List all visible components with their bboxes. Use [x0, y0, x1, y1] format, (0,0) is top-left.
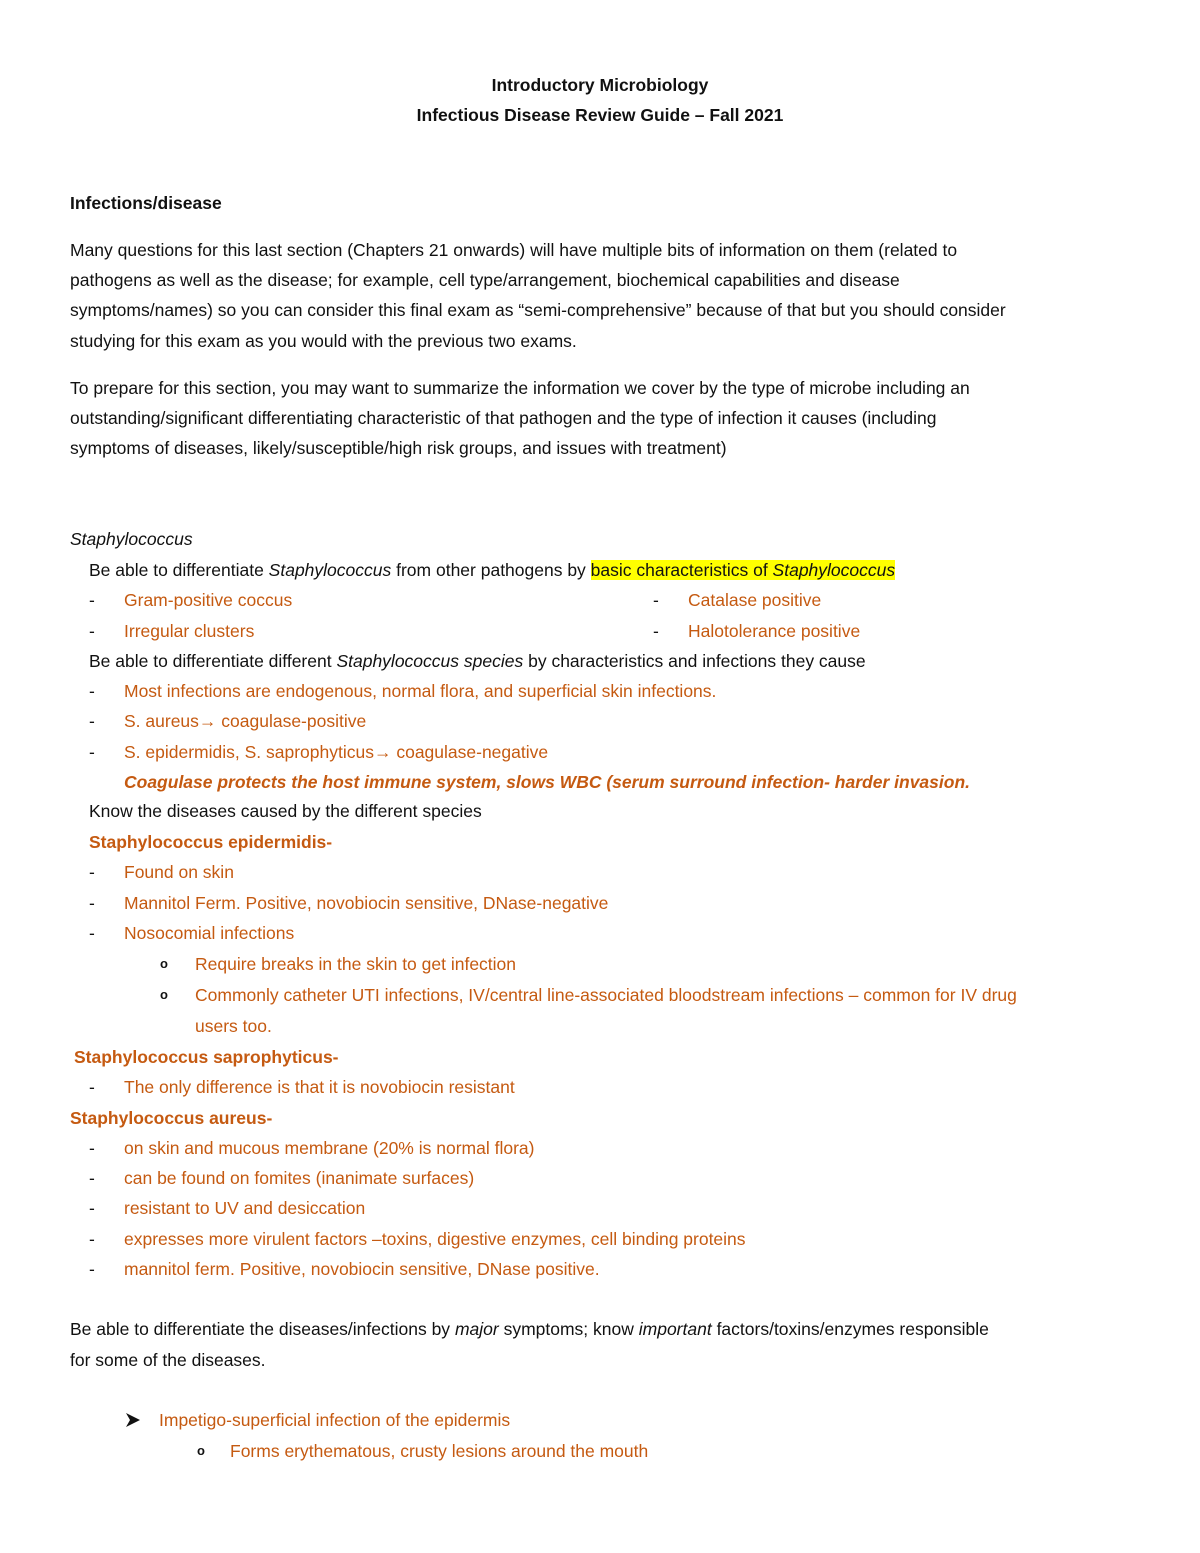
bullet-dash: -	[89, 893, 95, 913]
epidermidis-item-2: Mannitol Ferm. Positive, novobiocin sensitive, DNase-negative	[124, 893, 609, 913]
section-heading-infections: Infections/disease	[70, 193, 222, 213]
bullet-dash: -	[89, 590, 95, 610]
impetigo-title: Impetigo-superficial infection of the epidermis	[159, 1410, 511, 1430]
know-diseases-line: Know the diseases caused by the different species	[89, 801, 482, 821]
epidermidis-sub-2-line2: users too.	[195, 1016, 272, 1036]
bullet-dash: -	[89, 1168, 95, 1188]
impetigo-sub-1: Forms erythematous, crusty lesions around the mouth	[230, 1441, 649, 1461]
differentiate-diseases-line2: for some of the diseases.	[70, 1350, 266, 1370]
arrow-bullet-shape	[126, 1413, 140, 1427]
differentiate-line-1: Be able to differentiate Staphylococcus from other pathogens by basic characteristics of Staphylococcus	[89, 560, 896, 580]
bullet-dash: -	[89, 742, 95, 762]
intro-para1-line2: pathogens as well as the disease; for example, cell type/arrangement, biochemical capabilities and disease	[70, 270, 900, 290]
bullet-dash: -	[653, 621, 659, 641]
circle-bullet: o	[160, 987, 168, 1002]
basic-char-halotolerance: Halotolerance positive	[688, 621, 861, 641]
circle-bullet: o	[160, 956, 168, 971]
intro-para1-line1: Many questions for this last section (Chapters 21 onwards) will have multiple bits of information on them (related to	[70, 240, 958, 260]
heading-s-aureus: Staphylococcus aureus-	[70, 1108, 273, 1128]
bullet-dash: -	[89, 1259, 95, 1279]
document-subtitle: Infectious Disease Review Guide – Fall 2021	[416, 105, 784, 125]
epidermidis-sub-2-line1: Commonly catheter UTI infections, IV/central line-associated bloodstream infections – common for IV drug	[195, 985, 1017, 1005]
basic-char-gram-positive: Gram-positive coccus	[124, 590, 293, 610]
species-note-2: S. aureus→ coagulase-positive	[124, 711, 367, 731]
aureus-item-1: on skin and mucous membrane (20% is normal flora)	[124, 1138, 535, 1158]
heading-s-epidermidis: Staphylococcus epidermidis-	[89, 832, 333, 852]
epidermidis-sub-1: Require breaks in the skin to get infection	[195, 954, 517, 974]
bullet-dash: -	[89, 681, 95, 701]
species-note-1: Most infections are endogenous, normal flora, and superficial skin infections.	[124, 681, 717, 701]
intro-para1-line3: symptoms/names) so you can consider this final exam as “semi-comprehensive” because of that but you should consider	[70, 300, 1006, 320]
epidermidis-item-3: Nosocomial infections	[124, 923, 295, 943]
intro-para2-line3: symptoms of diseases, likely/susceptible/high risk groups, and issues with treatment)	[70, 438, 727, 458]
bullet-dash: -	[89, 1229, 95, 1249]
bullet-dash: -	[89, 923, 95, 943]
intro-para2-line2: outstanding/significant differentiating characteristic of that pathogen and the type of infection it causes (including	[70, 408, 937, 428]
highlighted-phrase: basic characteristics of Staphylococcus	[590, 560, 896, 580]
bullet-dash: -	[89, 711, 95, 731]
basic-char-clusters: Irregular clusters	[124, 621, 255, 641]
differentiate-diseases-line1: Be able to differentiate the diseases/infections by major symptoms; know important factors/toxins/enzymes responsible	[70, 1319, 989, 1339]
document-title: Introductory Microbiology	[491, 75, 709, 95]
differentiate-line-2: Be able to differentiate different Staphylococcus species by characteristics and infections they cause	[89, 651, 866, 671]
intro-para1-line4: studying for this exam as you would with the previous two exams.	[70, 331, 577, 351]
intro-para2-line1: To prepare for this section, you may want to summarize the information we cover by the type of microbe including an	[70, 378, 970, 398]
bullet-dash: -	[653, 590, 659, 610]
heading-s-saprophyticus: Staphylococcus saprophyticus-	[74, 1047, 339, 1067]
coagulase-note: Coagulase protects the host immune system, slows WBC (serum surround infection- harder invasion.	[124, 772, 970, 792]
saprophyticus-item-1: The only difference is that it is novobiocin resistant	[124, 1077, 515, 1097]
bullet-dash: -	[89, 1198, 95, 1218]
bullet-dash: -	[89, 1138, 95, 1158]
species-note-3: S. epidermidis, S. saprophyticus→ coagulase-negative	[124, 742, 549, 762]
basic-char-catalase: Catalase positive	[688, 590, 822, 610]
epidermidis-item-1: Found on skin	[124, 862, 234, 882]
bullet-dash: -	[89, 862, 95, 882]
aureus-item-4: expresses more virulent factors –toxins, digestive enzymes, cell binding proteins	[124, 1229, 746, 1249]
aureus-item-2: can be found on fomites (inanimate surfaces)	[124, 1168, 475, 1188]
aureus-item-5: mannitol ferm. Positive, novobiocin sensitive, DNase positive.	[124, 1259, 600, 1279]
aureus-item-3: resistant to UV and desiccation	[124, 1198, 366, 1218]
bullet-dash: -	[89, 621, 95, 641]
bullet-dash: -	[89, 1077, 95, 1097]
section-heading-staphylococcus: Staphylococcus	[70, 529, 193, 549]
arrow-bullet-icon	[124, 1409, 142, 1431]
circle-bullet: o	[197, 1443, 205, 1458]
